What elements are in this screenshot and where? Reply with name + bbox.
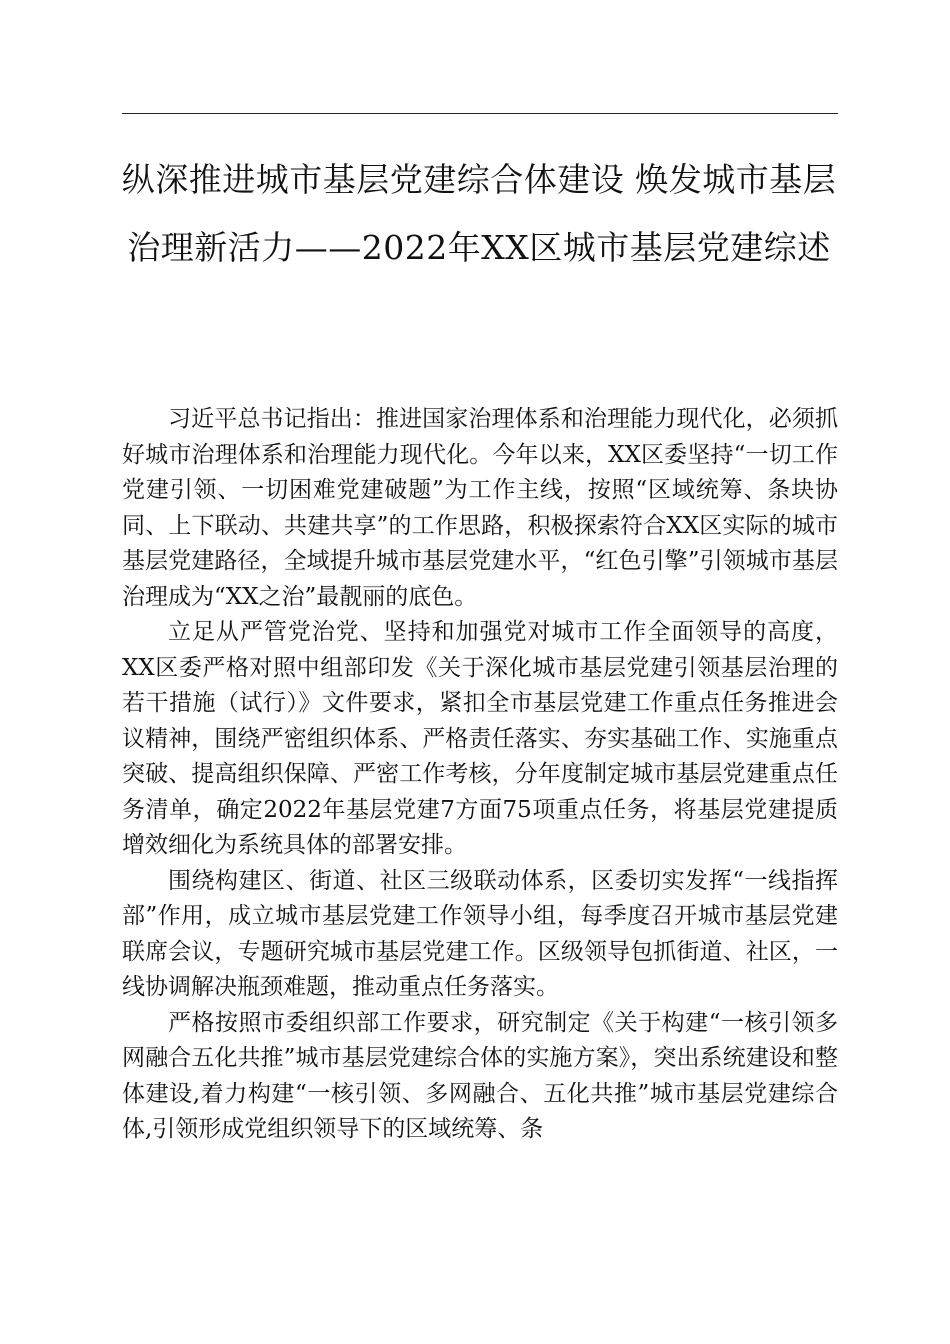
header-rule: [122, 113, 838, 114]
body-paragraph: 习近平总书记指出：推进国家治理体系和治理能力现代化，必须抓好城市治理体系和治理能力现代化。今年以来，XX区委坚持“一切工作党建引领、一切困难党建破题”为工作主线，按照“区域统筹、条块协同、上下联动、共建共享”的工作思路，积极探索符合XX区实际的城市基层党建路径，全域提升城市基层党建水平，“红色引擎”引领城市基层治理成为“XX之治”最靓丽的底色。: [122, 406, 838, 610]
body-paragraph: 严格按照市委组织部工作要求，研究制定《关于构建“一核引领多网融合五化共推”城市基层党建综合体的实施方案》，突出系统建设和整体建设,着力构建“一核引领、多网融合、五化共推”城市基层党建综合体,引领形成党组织领导下的区域统筹、条: [122, 1009, 838, 1142]
body-paragraph: 立足从严管党治党、坚持和加强党对城市工作全面领导的高度，XX区委严格对照中组部印发《关于深化城市基层党建引领基层治理的若干措施（试行）》文件要求，紧扣全市基层党建工作重点任务推进会议精神，围绕严密组织体系、严格责任落实、夯实基础工作、实施重点突破、提高组织保障、严密工作考核，分年度制定城市基层党建重点任务清单，确定2022年基层党建7方面75项重点任务，将基层党建提质增效细化为系统具体的部署安排。: [122, 619, 838, 858]
document-title: 纵深推进城市基层党建综合体建设 焕发城市基层治理新活力——2022年XX区城市基层党建综述: [121, 160, 837, 267]
document-body: [122, 402, 838, 1148]
body-paragraph: 围绕构建区、街道、社区三级联动体系，区委切实发挥“一线指挥部”作用，成立城市基层党建工作领导小组，每季度召开城市基层党建联席会议，专题研究城市基层党建工作。区级领导包抓街道、社区，一线协调解决瓶颈难题，推动重点任务落实。: [122, 867, 838, 1000]
